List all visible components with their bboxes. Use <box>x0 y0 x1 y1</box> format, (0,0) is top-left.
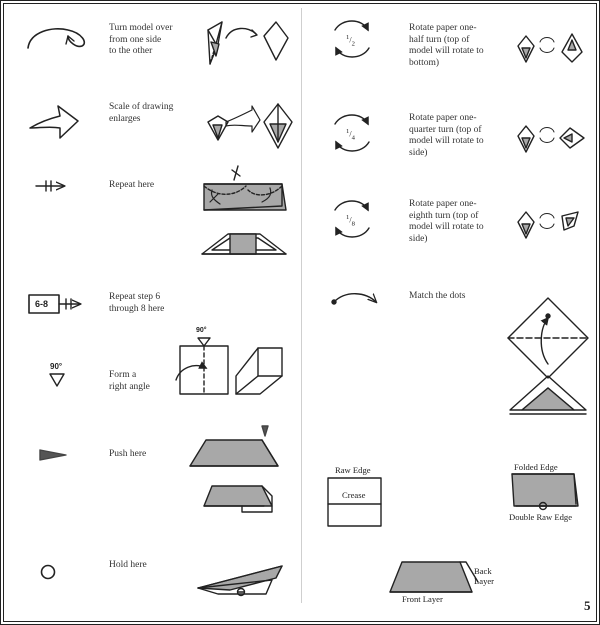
repeat-here-icon <box>36 181 64 191</box>
match-dots-label: Match the dots <box>409 291 466 301</box>
repeat-here-label: Repeat here <box>109 180 155 190</box>
front-layer-label: Front Layer <box>402 594 443 604</box>
rotate-half-diagram-icon <box>518 34 582 62</box>
folded-edge-diagram-icon <box>512 474 578 510</box>
hold-here-label: Hold here <box>109 560 147 570</box>
repeat-here-diagram-icon <box>202 166 286 254</box>
folded-edge-label: Folded Edge <box>514 462 558 472</box>
turn-over-label: Turn model over from one side to the other <box>109 23 173 56</box>
repeat-step-box-text: 6-8 <box>35 299 49 309</box>
right-angle-symbol-text: 90° <box>50 362 63 371</box>
rotate-half-fraction: $^1/_2$ <box>346 34 355 48</box>
right-angle-label: Form a right angle <box>109 370 150 392</box>
repeat-step-label: Repeat step 6 through 8 here <box>109 292 165 314</box>
rotate-eighth-label: Rotate paper one- eighth turn (top of model will rotate to side) <box>409 199 484 244</box>
raw-edge-diagram-icon <box>328 478 381 526</box>
double-raw-edge-label: Double Raw Edge <box>509 512 573 522</box>
rotate-half-label: Rotate paper one- half turn (top of model will rotate to bottom) <box>409 23 484 68</box>
raw-edge-label: Raw Edge <box>335 465 371 475</box>
right-angle-symbol-icon <box>50 374 64 386</box>
rotate-eighth-diagram-icon <box>518 212 578 238</box>
push-here-label: Push here <box>109 449 147 459</box>
match-dots-diagram-icon <box>508 298 588 414</box>
turn-over-diagram-icon <box>208 22 288 64</box>
scale-enlarges-arrow-icon <box>30 106 78 138</box>
back-layer-label: Back Layer <box>474 566 495 586</box>
scale-enlarges-diagram-icon <box>208 104 292 148</box>
hold-here-diagram-icon <box>198 566 282 596</box>
push-here-diagram-icon <box>190 426 278 512</box>
right-angle-diagram-text: 90° <box>196 327 207 334</box>
scale-enlarges-label: Scale of drawing enlarges <box>109 102 174 124</box>
turn-over-symbol-icon <box>28 29 84 48</box>
right-angle-diagram-icon <box>176 338 282 394</box>
rotate-quarter-diagram-icon <box>518 126 584 152</box>
hold-here-symbol-icon <box>42 566 55 579</box>
rotate-quarter-label: Rotate paper one- quarter turn (top of model will rotate to side) <box>409 113 484 158</box>
rotate-quarter-fraction: $^1/_4$ <box>346 128 355 142</box>
rotate-eighth-fraction: $^1/_8$ <box>346 214 355 228</box>
push-here-symbol-icon <box>40 450 66 460</box>
match-dots-symbol-icon <box>332 294 376 304</box>
crease-label: Crease <box>342 490 366 500</box>
page-number: 5 <box>584 598 591 613</box>
layers-diagram-icon <box>390 562 478 592</box>
